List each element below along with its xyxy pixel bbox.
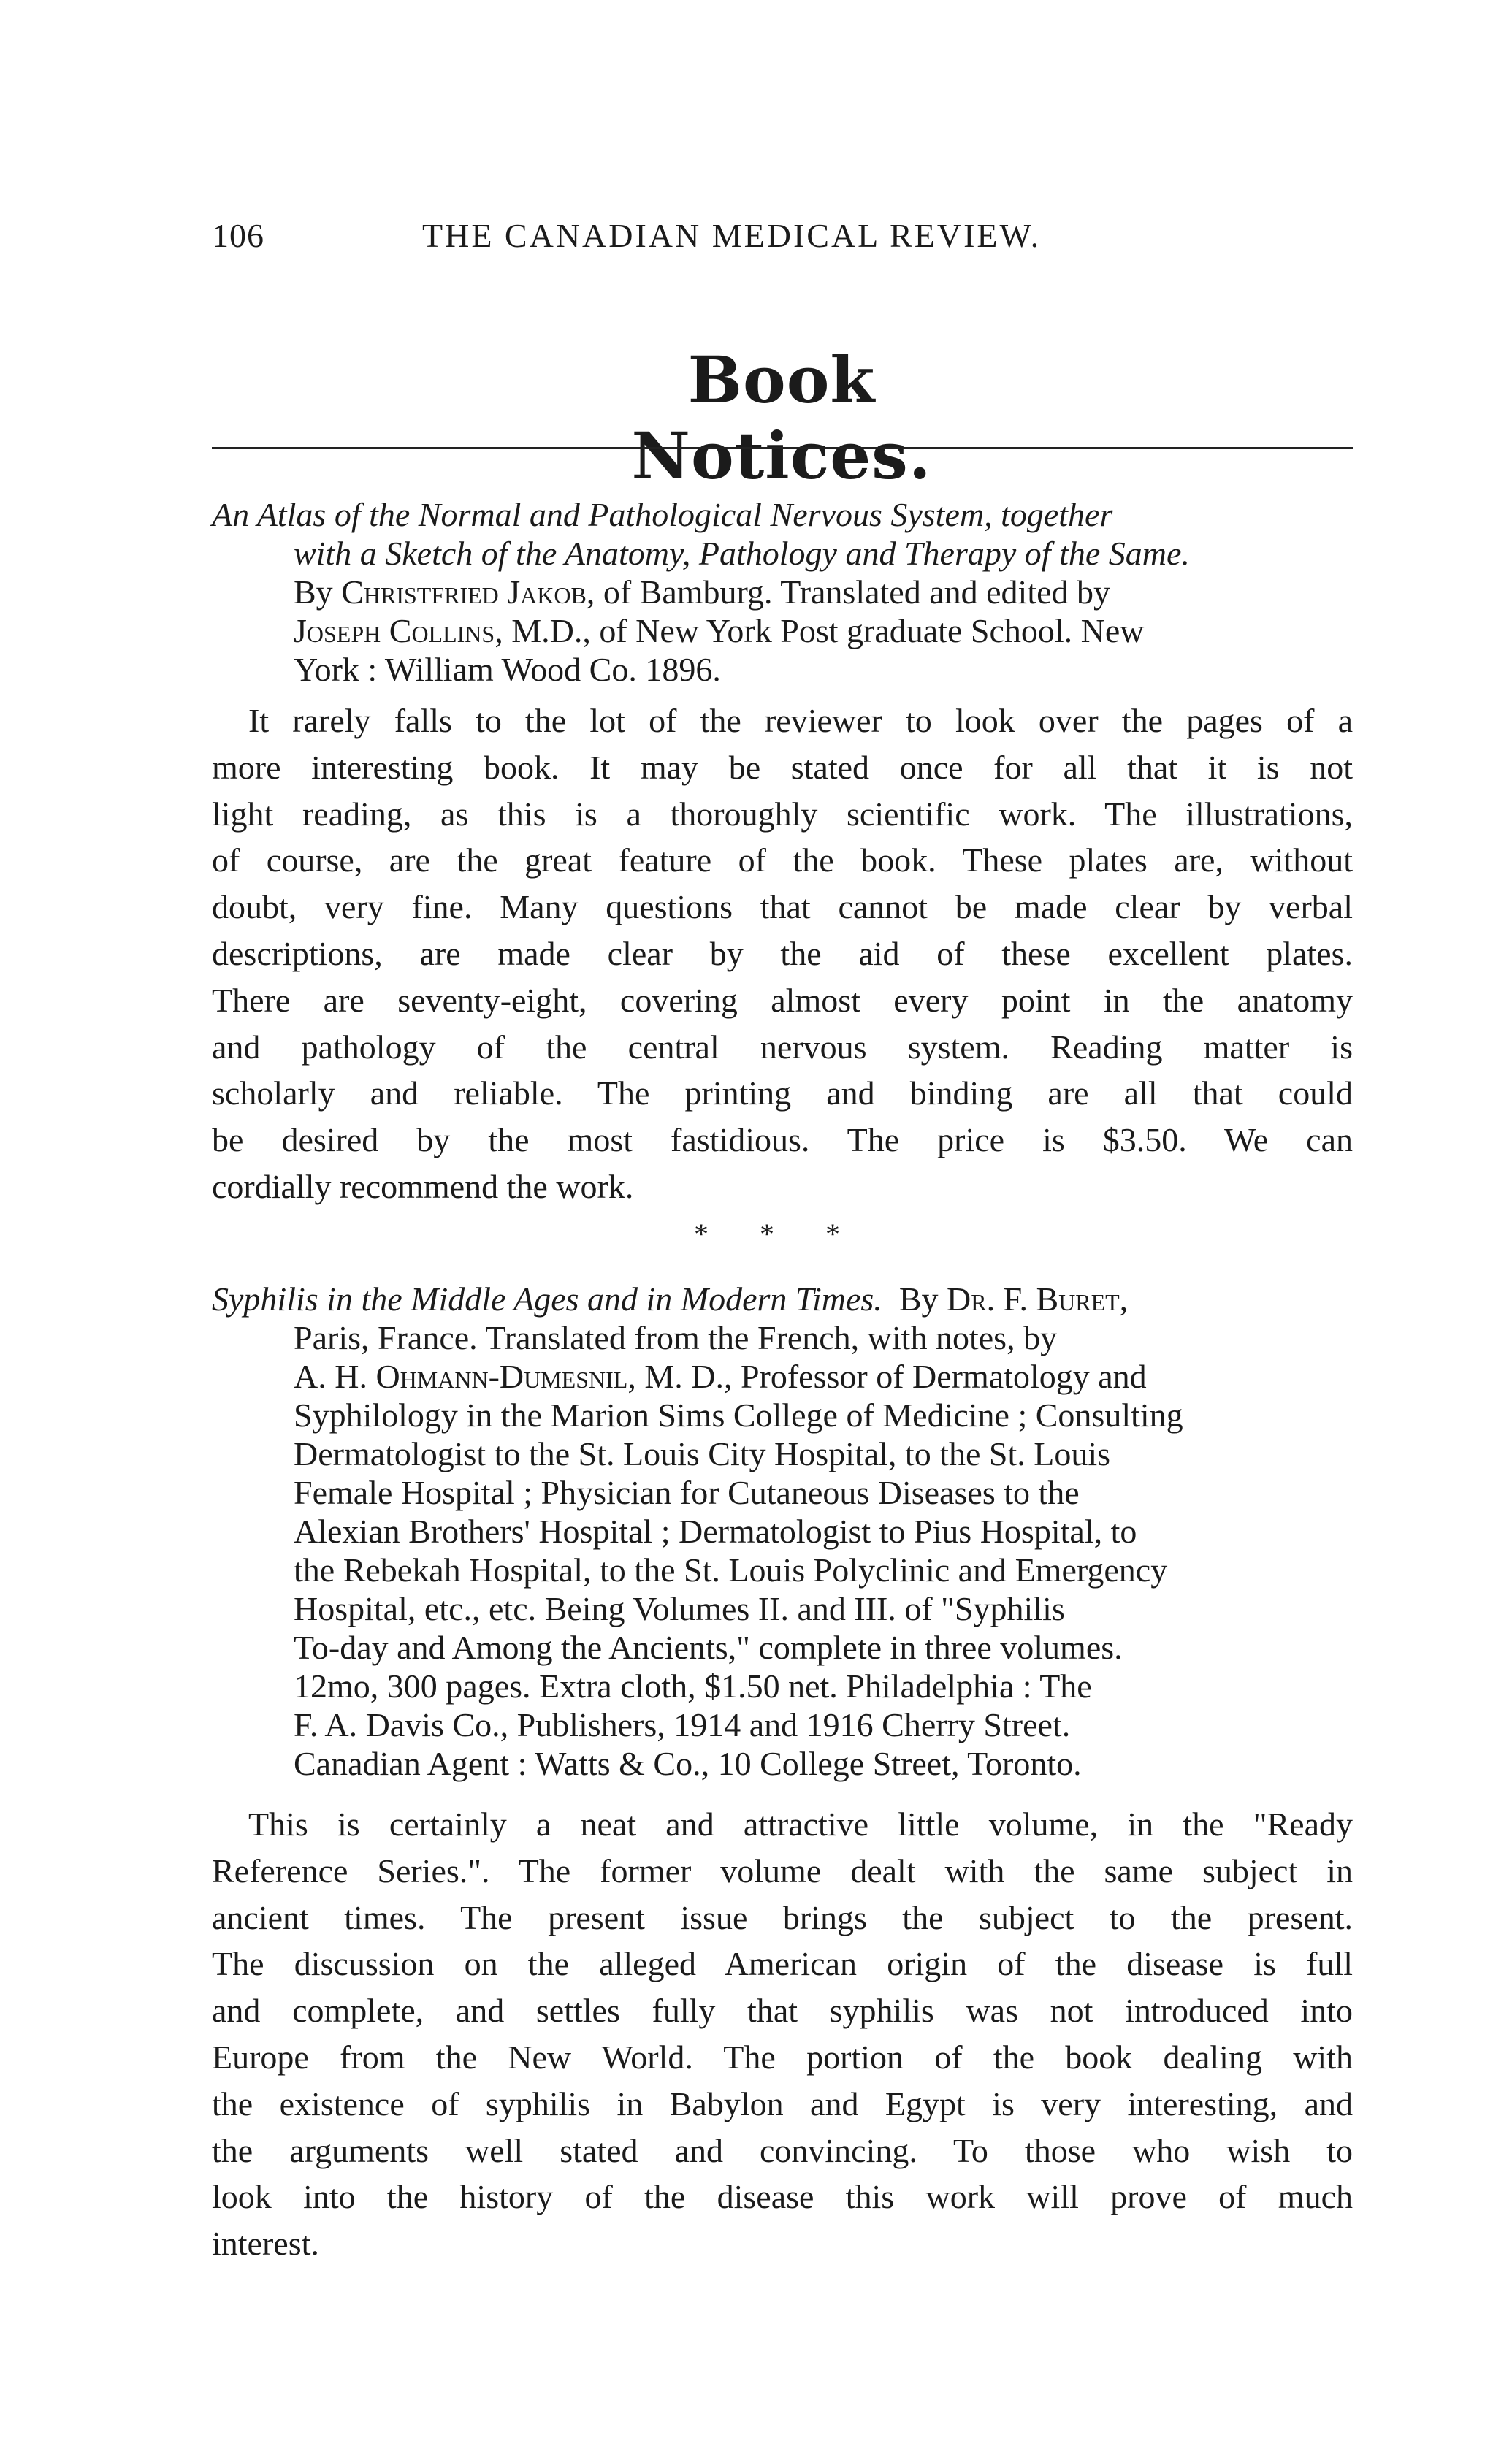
notice-2-heading-line: Syphilology in the Marion Sims College of Medicine ; Consulting	[294, 1396, 1183, 1434]
notice-1-heading: An Atlas of the Normal and Pathological Nervous System, together with a Sketch of the Anatomy, Pathology and Therapy of the Same. By Christfried Jakob, of Bamburg. Translated and edited by Joseph Collins, M.D., of New York Post graduate School. New York : William Wood Co. 1896.	[212, 495, 1351, 689]
review-line: The discussion on the alleged American origin of the disease is full	[212, 1945, 1353, 1983]
review-line: Reference Series.". The former volume dealt with the same subject in	[212, 1852, 1353, 1889]
notice-2-title: Syphilis in the Middle Ages and in Modern Times.	[212, 1280, 882, 1318]
review-line: and pathology of the central nervous system. Reading matter is	[212, 1028, 1353, 1066]
notice-1-imprint: York : William Wood Co. 1896.	[294, 651, 721, 688]
review-line: and complete, and settles fully that syphilis was not introduced into	[212, 1992, 1353, 2030]
notice-1-title-line-1: An Atlas of the Normal and Pathological Nervous System, together	[212, 496, 1113, 533]
notice-2-heading-line: Paris, France. Translated from the French, with notes, by	[294, 1319, 1058, 1356]
notice-1-title-line-2: with a Sketch of the Anatomy, Pathology and Therapy of the Same.	[294, 535, 1190, 572]
running-head	[212, 216, 1351, 260]
review-line: cordially recommend the work.	[212, 1167, 634, 1205]
review-line: It rarely falls to the lot of the reviewer to look over the pages of a	[248, 702, 1353, 739]
section-title: Book Notices.	[631, 342, 932, 494]
notice-1-review	[212, 698, 1353, 1210]
notice-2-review	[212, 1801, 1353, 2267]
notice-2-heading-line: To-day and Among the Ancients," complete in three volumes.	[294, 1629, 1123, 1666]
review-line: There are seventy-eight, covering almost every point in the anatomy	[212, 981, 1353, 1019]
notice-1-author: Christfried Jakob	[341, 573, 587, 611]
page-number: 106	[212, 217, 264, 254]
notice-2-heading-line: F. A. Davis Co., Publishers, 1914 and 1916 Cherry Street.	[294, 1706, 1071, 1743]
notice-2-heading-line: Dermatologist to the St. Louis City Hospital, to the St. Louis	[294, 1435, 1111, 1472]
asterism-separator: * * *	[694, 1218, 862, 1250]
notice-2-heading-line: Hospital, etc., etc. Being Volumes II. and III. of "Syphilis	[294, 1590, 1065, 1627]
review-line: ancient times. The present issue brings the subject to the present.	[212, 1898, 1353, 1936]
review-line: more interesting book. It may be stated once for all that it is not	[212, 748, 1353, 786]
review-line: the arguments well stated and convincing. To those who wish to	[212, 2131, 1353, 2169]
review-line: doubt, very fine. Many questions that cannot be made clear by verbal	[212, 888, 1353, 926]
notice-2-heading-line: the Rebekah Hospital, to the St. Louis Polyclinic and Emergency	[294, 1551, 1168, 1589]
title-rule	[212, 447, 1353, 449]
review-line: descriptions, are made clear by the aid of these excellent plates.	[212, 934, 1353, 972]
review-line: the existence of syphilis in Babylon and Egypt is very interesting, and	[212, 2085, 1353, 2122]
notice-2-translator: Ohmann-Dumesnil	[375, 1358, 628, 1395]
review-line: be desired by the most fastidious. The price is $3.50. We can	[212, 1121, 1353, 1159]
notice-2-heading-line: Alexian Brothers' Hospital ; Dermatologist to Pius Hospital, to	[294, 1513, 1137, 1550]
review-line: look into the history of the disease this work will prove of much	[212, 2178, 1353, 2216]
notice-1-translator: Joseph Collins	[294, 612, 495, 649]
notice-2-heading: Syphilis in the Middle Ages and in Modern Times. By Dr. F. Buret, Paris, France. Translated from the French, with notes, by A. H. Ohmann-Dumesnil, M. D., Professor of Dermatology and Syphilology in the Marion Sims College of Medicine ; Consulting Dermatologist to the St. Louis City Hospital, to the St. Louis Female Hospital ; Physician for Cutaneous Diseases to the Alexian Brothers' Hospital ; Dermatologist to Pius Hospital, to the Rebekah Hospital, to the St. Louis Polyclinic and Emergency Hospital, etc., etc. Being Volumes II. and III. of "Syphilis To-day and Among the Ancients," complete in three volumes. 12mo, 300 pages. Extra cloth, $1.50 net. Philadelphia : The F. A. Davis Co., Publishers, 1914 and 1916 Cherry Street. Canadian Agent : Watts & Co., 10 College Street, Toronto.	[212, 1280, 1351, 1783]
notice-2-heading-line: 12mo, 300 pages. Extra cloth, $1.50 net. Philadelphia : The	[294, 1667, 1092, 1705]
review-line: This is certainly a neat and attractive little volume, in the "Ready	[248, 1806, 1353, 1843]
review-line: Europe from the New World. The portion of the book dealing with	[212, 2038, 1353, 2076]
notice-2-heading-line: Female Hospital ; Physician for Cutaneous Diseases to the	[294, 1474, 1080, 1511]
review-line: interest.	[212, 2225, 319, 2263]
review-line: of course, are the great feature of the book. These plates are, without	[212, 841, 1353, 879]
notice-2-author: Dr. F. Buret	[947, 1280, 1120, 1318]
review-line: scholarly and reliable. The printing and binding are all that could	[212, 1074, 1353, 1112]
notice-2-heading-line: Canadian Agent : Watts & Co., 10 College Street, Toronto.	[294, 1745, 1082, 1782]
journal-title: THE CANADIAN MEDICAL REVIEW.	[422, 217, 1042, 254]
review-line: light reading, as this is a thoroughly scientific work. The illustrations,	[212, 795, 1353, 833]
